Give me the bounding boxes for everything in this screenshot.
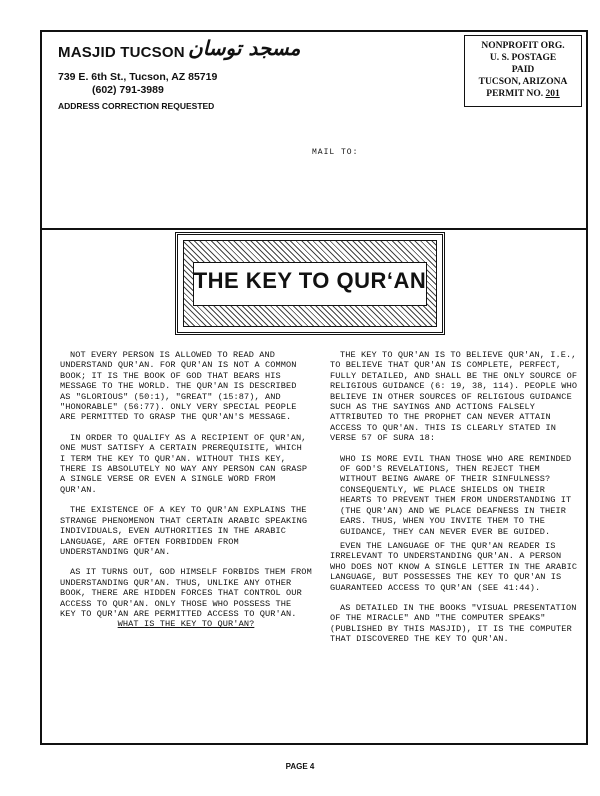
permit-line-5 bbox=[465, 88, 581, 100]
permit-line-4: TUCSON, ARIZONA bbox=[478, 77, 568, 87]
left-paragraph-3: THE EXISTENCE OF A KEY TO QUR'AN EXPLAINS THE STRANGE PHENOMENON THAT CERTAIN ARABIC SPEAKING INDIVIDUALS, EVEN AUTHORITIES IN THE ARABIC LANGUAGE, ARE OFTEN FORBIDDEN FROM UNDERSTANDING QUR'AN. bbox=[60, 505, 308, 557]
permit-line-3: PAID bbox=[511, 65, 535, 75]
right-paragraph-1: THE KEY TO QUR'AN IS TO BELIEVE QUR'AN, I.E., TO BELIEVE THAT QUR'AN IS COMPLETE, PERFECT, FULLY DETAILED, AND SHALL BE THE ONLY SOURCE OF RELIGIOUS GUIDANCE (6: 19, 38, 114). PEOPLE WHO BELIEVE IN OTHER SOURCES OF RELIGIOUS GUIDANCE SUCH AS THE SAYINGS AND ACTIONS FALSELY ATTRIBUTED TO THE PROPHET CAN NEVER ATTAIN ACCESS TO QUR'AN. THIS IS CLEARLY STATED IN VERSE 57 OF SURA 18: bbox=[330, 350, 578, 444]
left-paragraph-2: IN ORDER TO QUALIFY AS A RECIPIENT OF QUR'AN, ONE MUST SATISFY A CERTAIN PREREQUISITE, WHICH I TERM THE KEY TO QUR'AN. WITHOUT THIS KEY, THERE IS ABSOLUTELY NO WAY ANY PERSON CAN GRASP A SINGLE VERSE OR EVEN A SINGLE WORD FROM QUR'AN. bbox=[60, 432, 308, 495]
mail-to-label: MAIL TO: bbox=[312, 148, 359, 157]
left-paragraph-1: NOT EVERY PERSON IS ALLOWED TO READ AND UNDERSTAND QUR'AN. FOR QUR'AN IS NOT A COMMON BOOK; IT IS THE BOOK OF GOD THAT BEARS HIS MESSAGE TO THE WORLD. THE QUR'AN IS DESCRIBED AS "GLORIOUS" (50:1), "GREAT" (15:87), AND "HONORABLE" (56:77). ONLY VERY SPECIAL PEOPLE ARE PERMITTED TO GRASP THE QUR'AN'S MESSAGE. bbox=[60, 350, 297, 423]
permit-number: 201 bbox=[545, 89, 560, 99]
org-name-arabic: مسجد توسان bbox=[188, 36, 301, 60]
right-column bbox=[330, 350, 578, 655]
right-paragraph-3: AS DETAILED IN THE BOOKS "VISUAL PRESENTATION OF THE MIRACLE" AND "THE COMPUTER SPEAKS" (PUBLISHED BY THIS MASJID), IT IS THE COMPUTER THAT DISCOVERED THE KEY TO QUR'AN. bbox=[330, 602, 577, 645]
banner-title: THE KEY TO QUR‘AN bbox=[193, 268, 427, 293]
postage-permit-box bbox=[464, 35, 582, 107]
org-name: MASJID TUCSON bbox=[58, 44, 185, 61]
quran-quote: WHO IS MORE EVIL THAN THOSE WHO ARE REMINDED OF GOD'S REVELATIONS, THEN REJECT THEM WITHOUT BEING AWARE OF THEIR SINFULNESS? CONSEQUENTLY, WE PLACE SHIELDS ON THEIR HEARTS TO PREVENT THEM FROM UNDERSTANDING IT (THE QUR'AN) AND WE PLACE DEAFNESS IN THEIR EARS. THUS, WHEN YOU INVITE THEM TO THE GUIDANCE, THEY CAN NEVER EVER BE GUIDED. bbox=[340, 453, 572, 537]
permit-label: PERMIT NO. bbox=[486, 89, 544, 99]
permit-line-1: NONPROFIT ORG. bbox=[481, 41, 565, 51]
page-number: PAGE 4 bbox=[285, 762, 315, 771]
permit-line-2: U. S. POSTAGE bbox=[489, 53, 557, 63]
left-question: WHAT IS THE KEY TO QUR'AN? bbox=[117, 619, 255, 630]
address-line: 739 E. 6th St., Tucson, AZ 85719 bbox=[58, 71, 218, 83]
phone-number: (602) 791-3989 bbox=[92, 84, 164, 96]
header-divider bbox=[40, 228, 588, 230]
left-paragraph-4: AS IT TURNS OUT, GOD HIMSELF FORBIDS THEM FROM UNDERSTANDING QUR'AN. THUS, UNLIKE ANY OTHER BOOK, THERE ARE HIDDEN FORCES THAT CONTROL OUR ACCESS TO QUR'AN. ONLY THOSE WHO POSSESS THE KEY TO QUR'AN ARE PERMITTED ACCESS TO QUR'AN. bbox=[60, 567, 312, 619]
right-paragraph-2: EVEN THE LANGUAGE OF THE QUR'AN READER IS IRRELEVANT TO UNDERSTANDING QUR'AN. A PERSON WHO DOES NOT KNOW A SINGLE LETTER IN THE ARABIC LANGUAGE, BUT POSSESSES THE KEY TO QUR'AN IS GUARANTEED ACCESS TO QUR'AN (SEE 41:44). bbox=[330, 540, 578, 593]
left-column bbox=[60, 350, 312, 640]
address-notice: ADDRESS CORRECTION REQUESTED bbox=[58, 101, 215, 111]
